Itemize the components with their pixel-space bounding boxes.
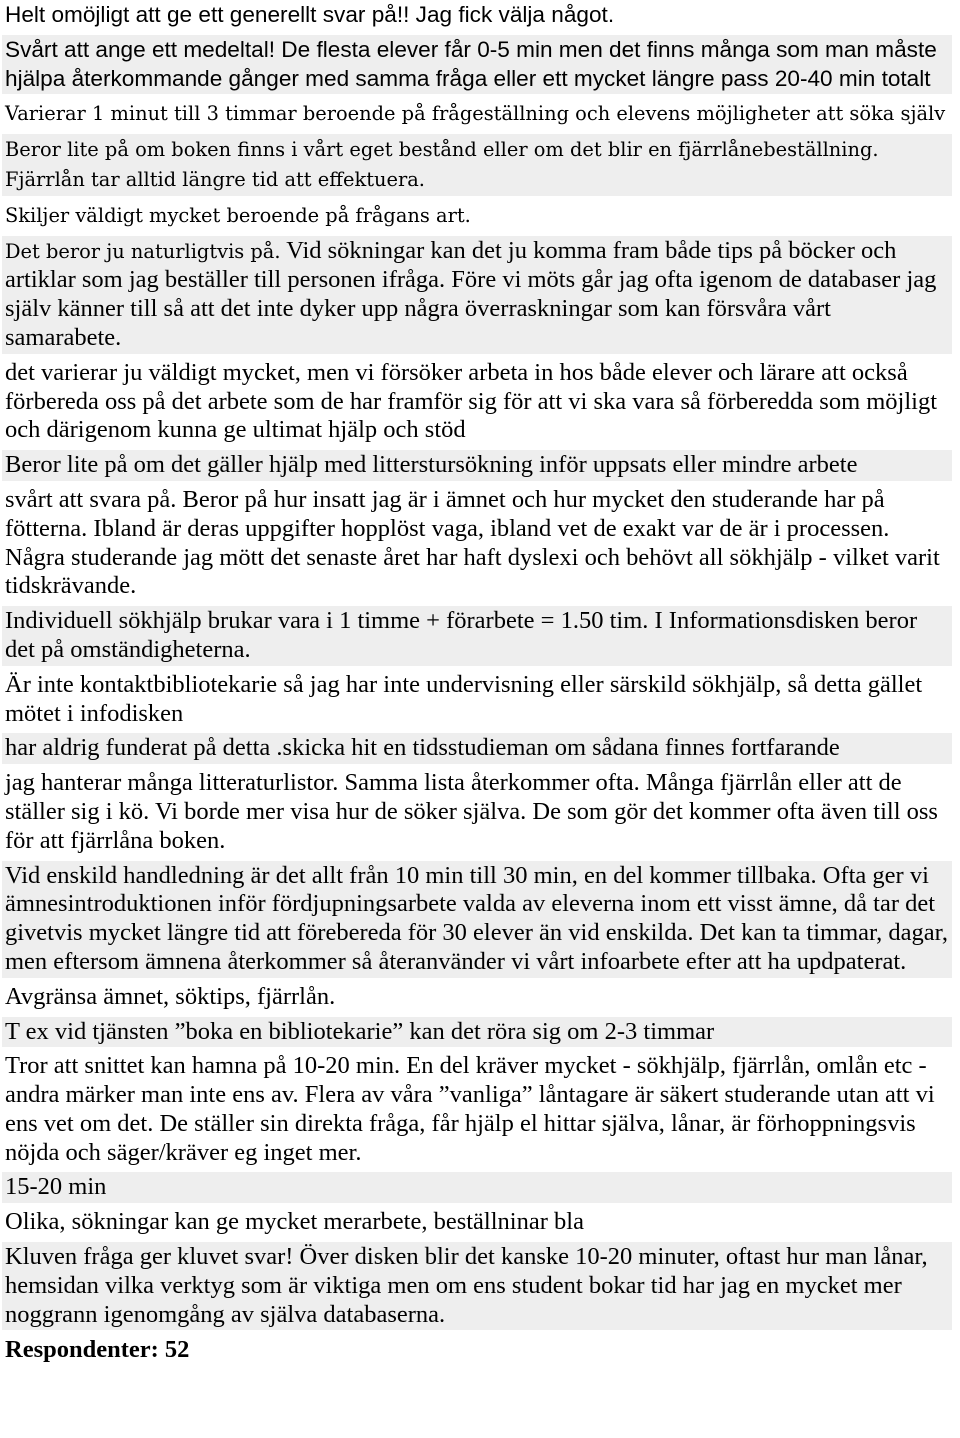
- response-row-17: [2, 1051, 952, 1168]
- response-row-6: [2, 236, 952, 354]
- response-text: Skiljer väldigt mycket beroende på frågans art.: [5, 203, 471, 227]
- respondent-count: Respondenter: 52: [5, 1336, 190, 1364]
- response-text: har aldrig funderat på detta .skicka hit en tidsstudieman om sådana finnes fortfarande: [5, 734, 840, 762]
- response-text: Tror att snittet kan hamna på 10-20 min. En del kräver mycket - sökhjälp, fjärrlån, omlån etc - andra märker man inte ens av. Flera av våra ”vanliga” låntagare är säkert studerande utan att vi ens vet om det. De ställer sin direkta fråga, får hjälp el hittar själva, lånar, är förhoppningsvis nöjda och säger/kräver eg inget mer.: [5, 1052, 935, 1166]
- response-text: T ex vid tjänsten ”boka en bibliotekarie” kan det röra sig om 2-3 timmar: [5, 1017, 715, 1045]
- response-row-2: [2, 35, 952, 95]
- response-text: Vid enskild handledning är det allt från 10 min till 30 min, en del kommer tillbaka. Ofta ger vi ämnesintroduktionen inför fördjupningsarbete valda av eleverna inom ett visst ämne, då tar det givetvis mycket längre tid att förebereda för 30 elever än vid enskilda. Det kan ta timmar, dagar, men eftersom ämnena återkommer så återanvänder vi vårt infoarbete efter att ha updpaterat.: [5, 861, 948, 975]
- response-row-7: [2, 358, 952, 446]
- response-text: Kluven fråga ger kluvet svar! Över disken blir det kanske 10-20 minuter, oftast hur man lånar, hemsidan vilka verktyg som är viktiga men om ens student bokar tid har jag en mycket mer noggrann igenomgång av själva databaserna.: [5, 1243, 928, 1328]
- response-text: Beror lite på om boken finns i vårt eget bestånd eller om det blir en fjärrlånebeställning. Fjärrlån tar alltid längre tid att effektuera.: [5, 138, 879, 191]
- response-row-18: [2, 1172, 952, 1203]
- response-row-20: [2, 1242, 952, 1330]
- response-text: Olika, sökningar kan ge mycket merarbete, beställninar bla: [5, 1208, 584, 1236]
- response-row-19: [2, 1207, 952, 1238]
- response-text: Individuell sökhjälp brukar vara i 1 timme + förarbete = 1.50 tim. I Informationsdisken beror det på omständigheterna.: [5, 607, 918, 663]
- response-row-5: [2, 200, 952, 232]
- response-text: Är inte kontaktbibliotekarie så jag har inte undervisning eller särskild sökhjälp, så detta gället mötet i infodisken: [5, 670, 923, 727]
- response-text: det varierar ju väldigt mycket, men vi försöker arbeta in hos både elever och lärare att också förbereda oss på det arbete som de har framför sig för att vi ska vara så förberedda som möjligt och därigenom kunna ge ultimat hjälp och stöd: [5, 358, 938, 444]
- response-row-8: [2, 450, 952, 481]
- response-text: Helt omöjligt att ge ett generellt svar på!! Jag fick välja något.: [5, 2, 615, 27]
- response-text: jag hanterar många litteraturlistor. Samma lista återkommer ofta. Många fjärrlån eller att de ställer sig i kö. Vi borde mer visa hur de söker själva. De som gör det kommer ofta även till oss för att fjärrlåna boken.: [5, 769, 938, 854]
- response-row-9: [2, 485, 952, 602]
- response-row-4: [2, 134, 952, 196]
- response-row-3: [2, 98, 952, 130]
- response-row-16: [2, 1017, 952, 1048]
- response-row-13: [2, 768, 952, 856]
- response-text: Avgränsa ämnet, söktips, fjärrlån.: [5, 982, 336, 1010]
- response-row-10: [2, 606, 952, 666]
- response-text: Vid sökningar kan det ju komma fram både tips på böcker och artiklar som jag beställer till personen ifråga. Före vi möts går jag ofta igenom de databaser jag själv känner till så att det inte dyker upp några överraskningar som kan försvåra vårt samarabete.: [5, 236, 937, 351]
- response-row-1: [2, 0, 952, 31]
- response-row-11: [2, 670, 952, 730]
- response-text: Svårt att ange ett medeltal! De flesta elever får 0-5 min men det finns många som man måste hjälpa återkommande gånger med samma fråga eller ett mycket längre pass 20-40 min totalt: [5, 36, 937, 91]
- response-text: svårt att svara på. Beror på hur insatt jag är i ämnet och hur mycket den studerande har på fötterna. Ibland är deras uppgifter hopplöst vaga, ibland vet de exakt var de är i processen. Några studerande jag mött det senaste året har haft dyslexi och behövt all sökhjälp - vilket varit tidskrävande.: [5, 485, 940, 600]
- response-text: Beror lite på om det gäller hjälp med litterstursökning inför uppsats eller mindre arbete: [5, 451, 858, 479]
- response-text: Varierar 1 minut till 3 timmar beroende på frågeställning och elevens möjligheter att söka själv: [5, 102, 946, 126]
- response-row-15: [2, 982, 952, 1013]
- response-row-12: [2, 733, 952, 764]
- response-lead-text: Det beror ju naturligtvis på.: [5, 239, 281, 263]
- response-row-14: [2, 861, 952, 978]
- response-text: 15-20 min: [5, 1173, 107, 1201]
